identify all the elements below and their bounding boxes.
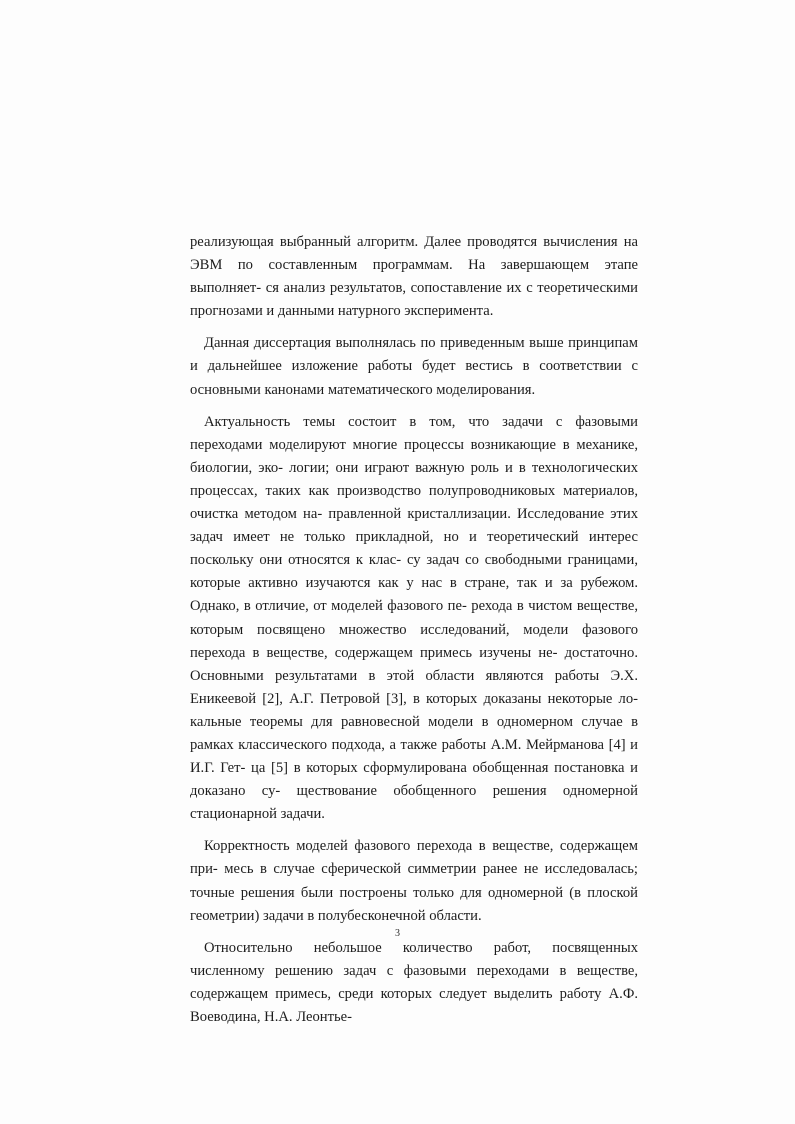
page-number: 3 [395, 928, 400, 939]
paragraph-1: реализующая выбранный алгоритм. Далее проводятся вычисления на ЭВМ по составленным программам. На завершающем этапе выполняет- ся анализ результатов, сопоставление их с теоретическими прогнозами и данными натурного эксперимента. [190, 234, 638, 320]
paragraph-2: Данная диссертация выполнялась по приведенным выше принципам и дальнейшее изложение работы будет вестись в соответствии с основными канонами математического моделирования. [190, 335, 638, 398]
paragraph-4: Корректность моделей фазового перехода в веществе, содержащем при- месь в случае сферической симметрии ранее не исследовалась; точные решения были построены только для одномерной (в плоской геометрии) задачи в полубесконечной области. [190, 838, 638, 924]
paragraph-3: Актуальность темы состоит в том, что задачи с фазовыми переходами моделируют многие процессы возникающие в механике, биологии, эко- логии; они играют важную роль и в технологических процессах, таких как производство полупроводниковых материалов, очистка методом на- правленной кристаллизации. Исследование этих задач имеет не только прикладной, но и теоретический интерес поскольку они относятся к клас- су задач со свободными границами, которые активно изучаются как у нас в стране, так и за рубежом. Однако, в отличие, от моделей фазового пе- рехода в чистом веществе, которым посвящено множество исследований, модели фазового перехода в веществе, содержащем примесь изучены не- достаточно. Основными результатами в этой области являются работы Э.Х. Еникеевой [2], А.Г. Петровой [3], в которых доказаны некоторые ло- кальные теоремы для равновесной модели в одномерном случае в рамках классического подхода, а также работы А.М. Мейрманова [4] и И.Г. Гет- ца [5] в которых сформулирована обобщенная постановка и доказано су- ществование обобщенного решения одномерной стационарной задачи. [190, 413, 638, 823]
paragraph-5: Относительно небольшое количество работ, посвященных численному решению задач с фазовыми переходами в веществе, содержащем примесь, среди которых следует выделить работу А.Ф. Воеводина, Н.А. Леонтье- [190, 939, 638, 1025]
body-text [190, 231, 638, 1038]
